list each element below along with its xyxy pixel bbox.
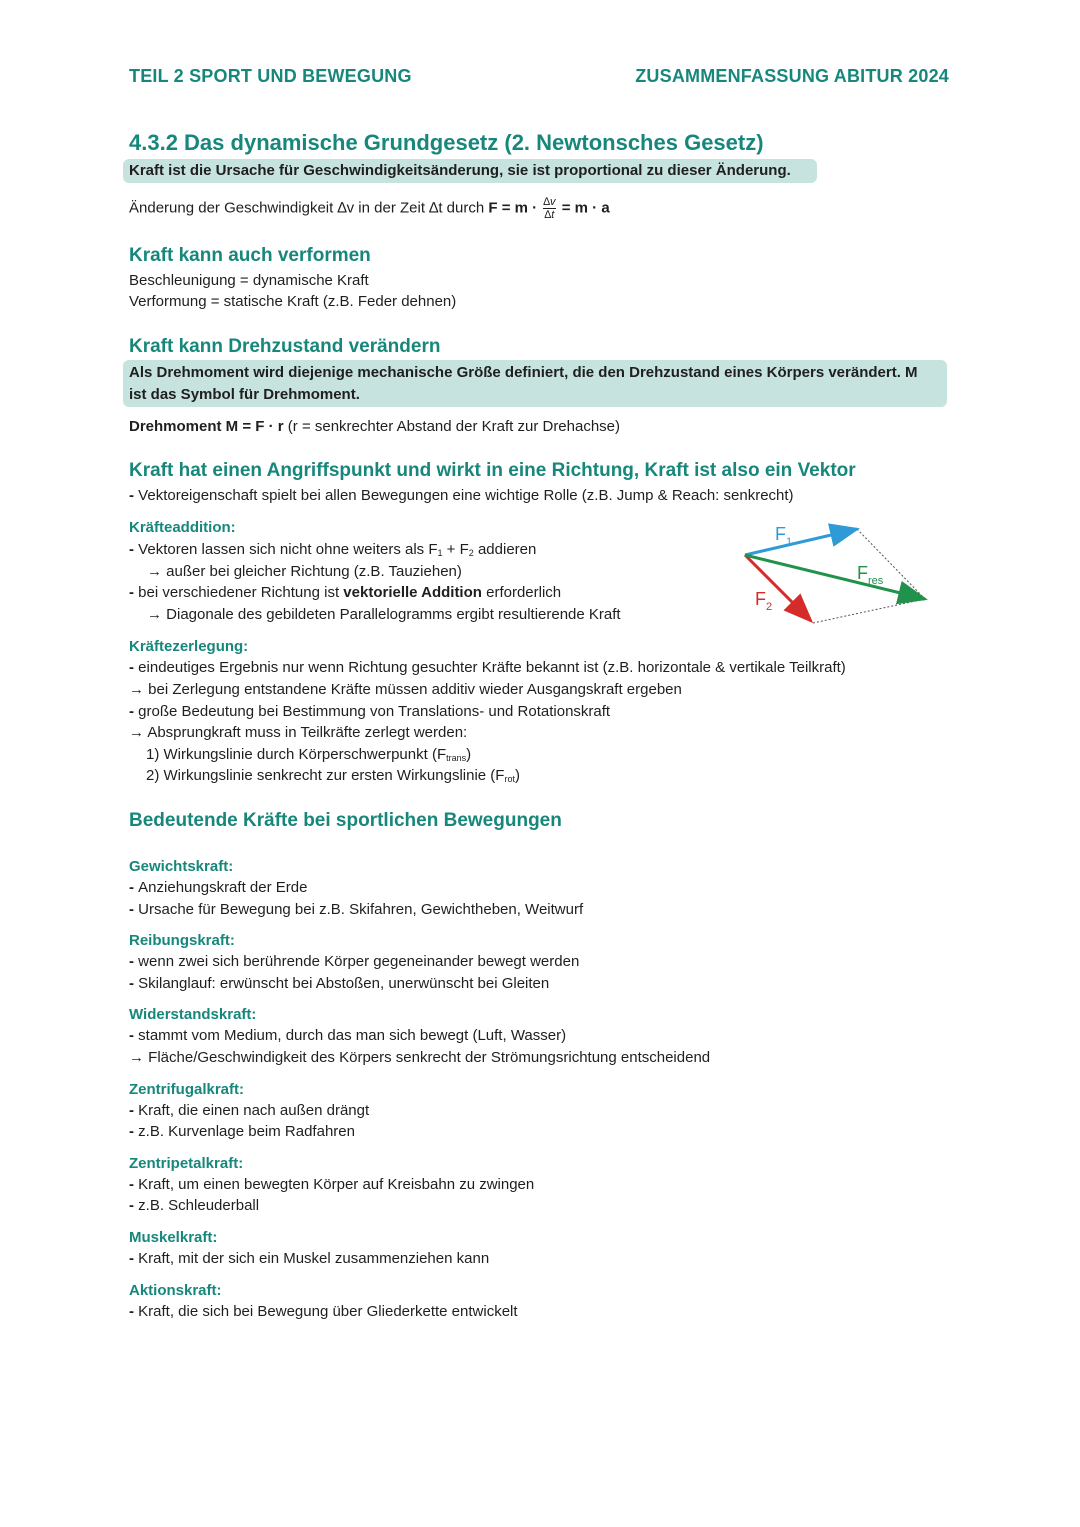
addition-line-4: → Diagonale des gebildeten Parallelogramms ergibt resultierende Kraft bbox=[147, 606, 621, 623]
force-line-dash: - bbox=[129, 953, 139, 971]
zerlegung-sub-trans: trans bbox=[446, 753, 467, 763]
force-line bbox=[129, 973, 959, 995]
drehmoment-highlight-line-1: Als Drehmoment wird diejenige mechanische Größe definiert, die den Drehzustand eines Körpers verändert. M bbox=[129, 364, 918, 381]
force-name: Reibungskraft: bbox=[129, 932, 235, 950]
force-line bbox=[129, 877, 959, 899]
force-line-dash: - bbox=[129, 1175, 139, 1193]
verformen-line-1: Beschleunigung = dynamische Kraft bbox=[129, 272, 369, 289]
force-line-dash: - bbox=[129, 1302, 139, 1320]
force-line-text: wenn zwei sich berührende Körper gegeneinander bewegt werden bbox=[138, 953, 580, 971]
zerlegung-line-6-post: ) bbox=[514, 767, 520, 784]
force-item bbox=[129, 1079, 959, 1143]
formula-lhs: F = m · bbox=[488, 199, 538, 217]
force-line-dash: - bbox=[129, 1123, 139, 1141]
force-name: Zentripetalkraft: bbox=[129, 1154, 244, 1172]
force-line bbox=[129, 1100, 959, 1122]
force-item bbox=[129, 930, 959, 994]
force-line bbox=[129, 1195, 959, 1217]
force-name: Widerstandskraft: bbox=[129, 1006, 257, 1024]
force-line-dash: - bbox=[129, 1197, 139, 1215]
force-line bbox=[129, 1121, 959, 1143]
kraefte-title: Bedeutende Kräfte bei sportlichen Bewegungen bbox=[129, 810, 562, 831]
force-line bbox=[129, 1174, 959, 1196]
force-name: Zentrifugalkraft: bbox=[129, 1080, 245, 1098]
drehmoment-highlight-line-2: ist das Symbol für Drehmoment. bbox=[129, 385, 360, 403]
f1-vector bbox=[745, 529, 857, 555]
formula-numerator: ∆v bbox=[543, 196, 556, 208]
formula-text: Änderung der Geschwindigkeit ∆v in der Zeit ∆t durch bbox=[129, 199, 485, 217]
force-line bbox=[129, 1025, 959, 1047]
addition-title: Kräfteaddition: bbox=[129, 519, 236, 536]
zerlegung-title: Kräftezerlegung: bbox=[129, 638, 249, 655]
force-item bbox=[129, 1153, 959, 1217]
section-title: 4.3.2 Das dynamische Grundgesetz (2. Newtonsches Gesetz) bbox=[129, 130, 764, 155]
force-line-text: Kraft, die einen nach außen drängt bbox=[138, 1101, 370, 1119]
zerlegung-line-4: → Absprungkraft muss in Teilkräfte zerlegt werden: bbox=[129, 724, 468, 741]
force-item bbox=[129, 1004, 959, 1068]
force-line bbox=[129, 1301, 959, 1323]
fres-vector bbox=[745, 555, 925, 599]
fres-label: $F_{res}$ bbox=[857, 563, 884, 587]
addition-dash-1: - bbox=[129, 541, 134, 558]
zerlegung-line-3: - große Bedeutung bei Bestimmung von Translations- und Rotationskraft bbox=[129, 703, 611, 720]
addition-line-2: → außer bei gleicher Richtung (z.B. Tauziehen) bbox=[147, 563, 462, 580]
force-line-text: → Fläche/Geschwindigkeit des Körpers senkrecht der Strömungsrichtung entscheidend bbox=[129, 1048, 711, 1066]
addition-line-3-post: erforderlich bbox=[486, 584, 562, 601]
force-line-text: Kraft, mit der sich ein Muskel zusammenziehen kann bbox=[138, 1249, 490, 1267]
drehmoment-highlight bbox=[123, 360, 947, 407]
vektor-dash: - bbox=[129, 487, 134, 504]
force-line-text: Kraft, um einen bewegten Körper auf Kreisbahn zu zwingen bbox=[138, 1175, 535, 1193]
header-right: ZUSAMMENFASSUNG ABITUR 2024 bbox=[635, 66, 949, 86]
addition-line-1-pre: Vektoren lassen sich nicht ohne weiters als F bbox=[138, 541, 438, 558]
zerlegung-line-1-text: eindeutiges Ergebnis nur wenn Richtung gesuchter Kräfte bekannt ist (z.B. horizontale & vertikale Teilkraft) bbox=[138, 659, 846, 676]
force-line-text: Ursache für Bewegung bei z.B. Skifahren, Gewichtheben, Weitwurf bbox=[138, 900, 584, 918]
formula-rhs: = m · a bbox=[561, 199, 610, 217]
dashed-line-bottom bbox=[813, 599, 925, 623]
f2-label: $F_2$ bbox=[755, 589, 773, 613]
force-line-dash: - bbox=[129, 900, 139, 918]
force-item bbox=[129, 856, 959, 920]
zerlegung-line-6 bbox=[129, 765, 976, 791]
zerlegung-line-6-pre: 2) Wirkungslinie senkrecht zur ersten Wirkungslinie (F bbox=[146, 767, 505, 784]
formula-denominator: ∆t bbox=[544, 209, 555, 221]
force-line-dash: - bbox=[129, 1027, 139, 1045]
addition-sub-1: 1 bbox=[437, 548, 443, 558]
zerlegung-line-3-text: große Bedeutung bei Bestimmung von Translations- und Rotationskraft bbox=[138, 703, 611, 720]
addition-dash-3: - bbox=[129, 584, 134, 601]
addition-line-1-mid: + F bbox=[442, 541, 469, 558]
zerlegung-line-2: → bei Zerlegung entstandene Kräfte müssen additiv wieder Ausgangskraft ergeben bbox=[129, 681, 682, 698]
formula-line bbox=[129, 196, 959, 221]
verformen-line-2: Verformung = statische Kraft (z.B. Feder dehnen) bbox=[129, 293, 457, 310]
force-line-dash: - bbox=[129, 974, 139, 992]
drehzustand-title: Kraft kann Drehzustand verändern bbox=[129, 336, 441, 357]
force-name: Gewichtskraft: bbox=[129, 858, 234, 875]
definition-highlight: Kraft ist die Ursache für Geschwindigkeitsänderung, sie ist proportional zu dieser Änderung. bbox=[123, 159, 817, 183]
force-line-text: Anziehungskraft der Erde bbox=[138, 879, 308, 896]
addition-line-1-post: addieren bbox=[473, 541, 537, 558]
force-line-dash: - bbox=[129, 1249, 139, 1267]
vektor-title: Kraft hat einen Angriffspunkt und wirkt in eine Richtung, Kraft ist also ein Vektor bbox=[129, 460, 856, 481]
vektor-line-1 bbox=[129, 485, 959, 507]
force-line bbox=[129, 1248, 959, 1270]
force-line-text: z.B. Schleuderball bbox=[138, 1197, 260, 1215]
force-line-text: Skilanglauf: erwünscht bei Abstoßen, unerwünscht bei Gleiten bbox=[138, 974, 550, 992]
addition-line-3-bold: vektorielle Addition bbox=[343, 584, 482, 601]
vector-parallelogram-diagram bbox=[735, 515, 935, 630]
force-line-text: z.B. Kurvenlage beim Radfahren bbox=[138, 1123, 355, 1141]
zerlegung-line-5-post: ) bbox=[466, 746, 472, 763]
drehmoment-formula-bold: Drehmoment M = F · r bbox=[129, 418, 284, 435]
f2-vector bbox=[745, 555, 811, 621]
force-line-text: stammt vom Medium, durch das man sich bewegt (Luft, Wasser) bbox=[138, 1027, 567, 1045]
force-line bbox=[129, 951, 959, 973]
force-line bbox=[129, 1047, 959, 1069]
force-name: Muskelkraft: bbox=[129, 1228, 218, 1246]
force-line bbox=[129, 899, 959, 921]
addition-line-3-pre: bei verschiedener Richtung ist bbox=[138, 584, 340, 601]
force-name: Aktionskraft: bbox=[129, 1281, 222, 1299]
force-line-dash: - bbox=[129, 1101, 139, 1119]
zerlegung-line-5-pre: 1) Wirkungslinie durch Körperschwerpunkt (F bbox=[146, 746, 447, 763]
zerlegung-sub-rot: rot bbox=[504, 774, 515, 784]
force-item bbox=[129, 1227, 959, 1270]
zerlegung-line-1: - eindeutiges Ergebnis nur wenn Richtung gesuchter Kräfte bekannt ist (z.B. horizontale & vertikale Teilkraft) bbox=[129, 659, 846, 676]
header-left: TEIL 2 SPORT UND BEWEGUNG bbox=[129, 66, 412, 86]
force-line-dash: - bbox=[129, 879, 139, 896]
kraefte-list bbox=[129, 856, 959, 1332]
drehmoment-formula bbox=[129, 416, 959, 438]
addition-sub-2: 2 bbox=[468, 548, 474, 558]
force-item bbox=[129, 1280, 959, 1323]
force-line-text: Kraft, die sich bei Bewegung über Gliederkette entwickelt bbox=[138, 1302, 518, 1320]
verformen-title: Kraft kann auch verformen bbox=[129, 245, 371, 266]
formula-fraction bbox=[543, 196, 555, 221]
vektor-line-1-text: Vektoreigenschaft spielt bei allen Bewegungen eine wichtige Rolle (z.B. Jump & Reach: senkrecht) bbox=[138, 487, 794, 504]
f1-label: $F_1$ bbox=[775, 524, 793, 548]
drehmoment-formula-rest: (r = senkrechter Abstand der Kraft zur Drehachse) bbox=[287, 418, 621, 435]
